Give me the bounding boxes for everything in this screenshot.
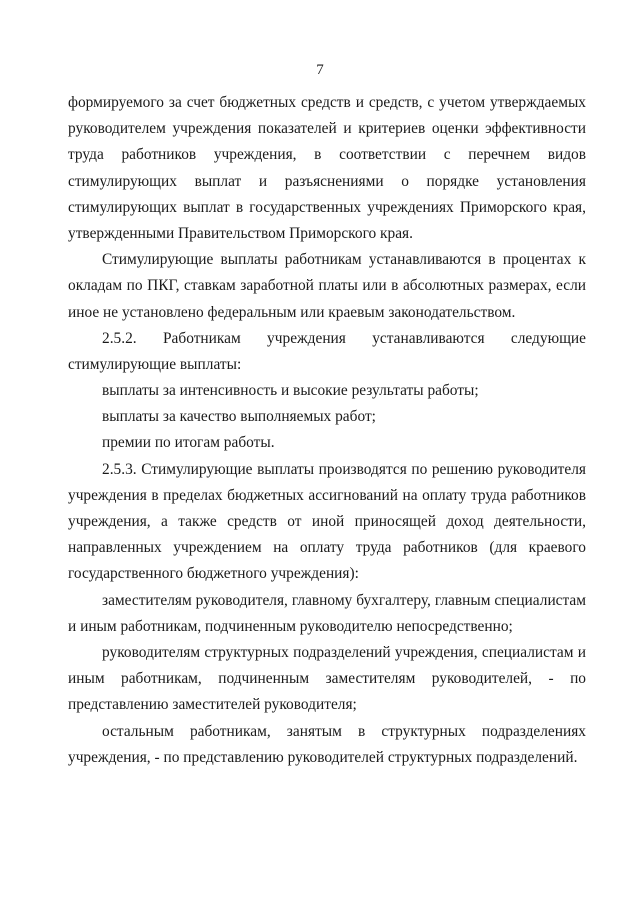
text-line: выплаты за качество выполняемых работ; <box>102 408 376 426</box>
text-line: утвержденными Правительством Приморского края. <box>68 224 413 242</box>
text-line: направленных учреждением на оплату труда работников (для краевого <box>68 539 586 557</box>
text-line: учреждения, - по представлению руководителей структурных подразделений. <box>68 748 578 766</box>
text-line: окладам по ПКГ, ставкам заработной платы или в абсолютных размерах, если <box>68 277 586 295</box>
text-line: заместителям руководителя, главному бухгалтеру, главным специалистам <box>102 591 586 609</box>
text-line: 2.5.2. Работникам учреждения устанавливаются следующие <box>102 329 586 347</box>
document-body <box>68 90 586 771</box>
text-line: стимулирующих выплат и разъяснениями о порядке установления <box>68 172 586 190</box>
text-line: премии по итогам работы. <box>102 434 275 452</box>
text-line: представлению заместителей руководителя; <box>68 696 357 714</box>
text-line: выплаты за интенсивность и высокие результаты работы; <box>102 382 479 400</box>
text-line: руководителям структурных подразделений учреждения, специалистам и <box>102 643 586 661</box>
text-line: государственного бюджетного учреждения): <box>68 565 359 583</box>
text-line: иным работникам, подчиненным заместителям руководителей, - по <box>68 670 586 688</box>
text-line: учреждения в пределах бюджетных ассигнований на оплату труда работников <box>68 486 586 504</box>
page-number: 7 <box>316 62 324 78</box>
text-line: остальным работникам, занятым в структурных подразделениях <box>102 722 586 740</box>
text-line: Стимулирующие выплаты работникам устанавливаются в процентах к <box>102 251 586 269</box>
text-line: формируемого за счет бюджетных средств и средств, с учетом утверждаемых <box>68 94 586 111</box>
text-line: 2.5.3. Стимулирующие выплаты производятся по решению руководителя <box>102 460 586 478</box>
text-line: учреждения, а также средств от иной приносящей доход деятельности, <box>68 513 586 530</box>
text-line: труда работников учреждения, в соответствии с перечнем видов <box>68 146 586 164</box>
text-line: стимулирующие выплаты: <box>68 355 242 373</box>
text-line: руководителем учреждения показателей и критериев оценки эффективности <box>68 120 586 138</box>
text-line: и иным работникам, подчиненным руководителю непосредственно; <box>68 617 513 635</box>
text-line: иное не установлено федеральным или краевым законодательством. <box>68 303 516 321</box>
text-line: стимулирующих выплат в государственных учреждениях Приморского края, <box>68 198 586 216</box>
